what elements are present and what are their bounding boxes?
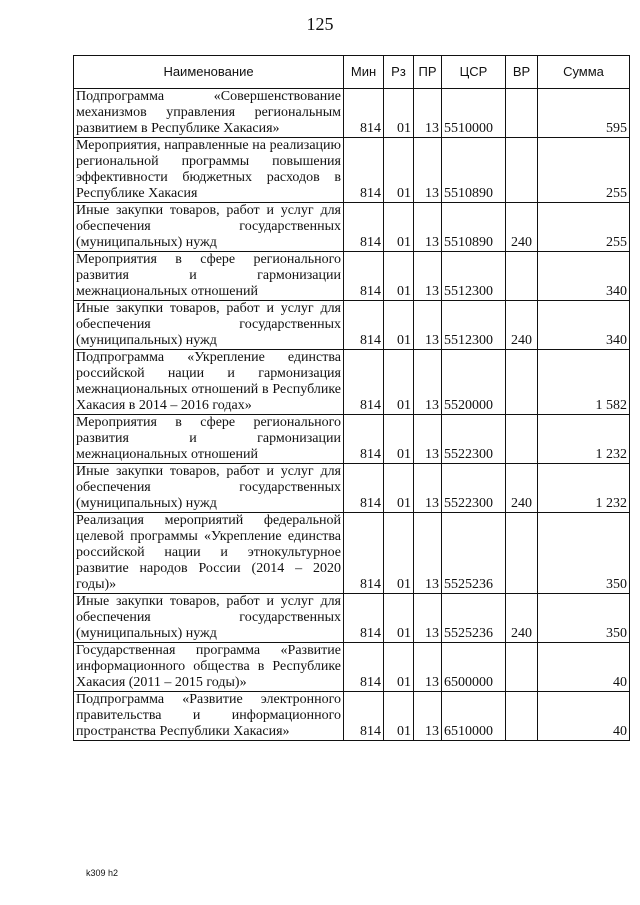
cell-pr: 13 bbox=[414, 301, 442, 350]
cell-pr: 13 bbox=[414, 594, 442, 643]
cell-csr: 5510000 bbox=[442, 89, 506, 138]
table-row bbox=[74, 138, 630, 203]
table-row bbox=[74, 692, 630, 741]
cell-sum: 350 bbox=[538, 513, 630, 594]
table-row bbox=[74, 464, 630, 513]
cell-rz: 01 bbox=[384, 594, 414, 643]
cell-csr: 5512300 bbox=[442, 252, 506, 301]
cell-rz: 01 bbox=[384, 643, 414, 692]
table-row bbox=[74, 203, 630, 252]
header-vr: ВР bbox=[506, 56, 538, 89]
cell-rz: 01 bbox=[384, 89, 414, 138]
header-csr: ЦСР bbox=[442, 56, 506, 89]
table-row bbox=[74, 594, 630, 643]
cell-rz: 01 bbox=[384, 350, 414, 415]
cell-pr: 13 bbox=[414, 89, 442, 138]
cell-pr: 13 bbox=[414, 415, 442, 464]
cell-name: Подпрограмма «Укрепление единства российской нации и гармонизация межнациональных отношений в Республике Хакасия в 2014 – 2016 годах» bbox=[74, 350, 344, 415]
cell-min: 814 bbox=[344, 594, 384, 643]
cell-sum: 595 bbox=[538, 89, 630, 138]
cell-sum: 40 bbox=[538, 692, 630, 741]
cell-min: 814 bbox=[344, 203, 384, 252]
cell-vr bbox=[506, 350, 538, 415]
cell-vr: 240 bbox=[506, 594, 538, 643]
cell-pr: 13 bbox=[414, 203, 442, 252]
table-row bbox=[74, 643, 630, 692]
header-min: Мин bbox=[344, 56, 384, 89]
cell-vr: 240 bbox=[506, 301, 538, 350]
cell-name: Иные закупки товаров, работ и услуг для обеспечения государственных (муниципальных) нужд bbox=[74, 203, 344, 252]
table-header-row bbox=[74, 56, 630, 89]
cell-sum: 340 bbox=[538, 301, 630, 350]
cell-pr: 13 bbox=[414, 692, 442, 741]
cell-min: 814 bbox=[344, 692, 384, 741]
cell-name: Мероприятия, направленные на реализацию региональной программы повышения эффективности бюджетных расходов в Республике Хакасия bbox=[74, 138, 344, 203]
cell-vr: 240 bbox=[506, 203, 538, 252]
cell-vr bbox=[506, 89, 538, 138]
table-row bbox=[74, 513, 630, 594]
cell-min: 814 bbox=[344, 89, 384, 138]
cell-pr: 13 bbox=[414, 513, 442, 594]
table-row bbox=[74, 252, 630, 301]
cell-name: Подпрограмма «Совершенствование механизмов управления региональным развитием в Республике Хакасия» bbox=[74, 89, 344, 138]
cell-name: Иные закупки товаров, работ и услуг для обеспечения государственных (муниципальных) нужд bbox=[74, 301, 344, 350]
cell-rz: 01 bbox=[384, 692, 414, 741]
cell-pr: 13 bbox=[414, 464, 442, 513]
cell-csr: 6500000 bbox=[442, 643, 506, 692]
cell-min: 814 bbox=[344, 643, 384, 692]
cell-rz: 01 bbox=[384, 252, 414, 301]
cell-pr: 13 bbox=[414, 350, 442, 415]
cell-vr bbox=[506, 692, 538, 741]
cell-vr bbox=[506, 415, 538, 464]
cell-csr: 5510890 bbox=[442, 203, 506, 252]
cell-min: 814 bbox=[344, 138, 384, 203]
header-pr: ПР bbox=[414, 56, 442, 89]
cell-pr: 13 bbox=[414, 252, 442, 301]
cell-sum: 1 582 bbox=[538, 350, 630, 415]
cell-name: Подпрограмма «Развитие электронного правительства и информационного пространства Республики Хакасия» bbox=[74, 692, 344, 741]
footer-code: k309 h2 bbox=[86, 868, 119, 878]
cell-sum: 1 232 bbox=[538, 415, 630, 464]
cell-sum: 40 bbox=[538, 643, 630, 692]
cell-name: Мероприятия в сфере регионального развития и гармонизации межнациональных отношений bbox=[74, 252, 344, 301]
cell-sum: 255 bbox=[538, 138, 630, 203]
cell-rz: 01 bbox=[384, 138, 414, 203]
cell-sum: 340 bbox=[538, 252, 630, 301]
cell-sum: 1 232 bbox=[538, 464, 630, 513]
table-row bbox=[74, 89, 630, 138]
cell-vr bbox=[506, 513, 538, 594]
cell-pr: 13 bbox=[414, 643, 442, 692]
cell-csr: 6510000 bbox=[442, 692, 506, 741]
cell-csr: 5525236 bbox=[442, 594, 506, 643]
cell-rz: 01 bbox=[384, 301, 414, 350]
cell-csr: 5525236 bbox=[442, 513, 506, 594]
cell-csr: 5522300 bbox=[442, 415, 506, 464]
header-name: Наименование bbox=[74, 56, 344, 89]
header-sum: Сумма bbox=[538, 56, 630, 89]
cell-csr: 5522300 bbox=[442, 464, 506, 513]
cell-min: 814 bbox=[344, 301, 384, 350]
table-row bbox=[74, 301, 630, 350]
cell-csr: 5520000 bbox=[442, 350, 506, 415]
budget-table bbox=[73, 55, 630, 741]
cell-min: 814 bbox=[344, 415, 384, 464]
cell-sum: 350 bbox=[538, 594, 630, 643]
table-row bbox=[74, 415, 630, 464]
cell-name: Иные закупки товаров, работ и услуг для обеспечения государственных (муниципальных) нужд bbox=[74, 464, 344, 513]
cell-sum: 255 bbox=[538, 203, 630, 252]
cell-csr: 5512300 bbox=[442, 301, 506, 350]
table-row bbox=[74, 350, 630, 415]
cell-pr: 13 bbox=[414, 138, 442, 203]
cell-rz: 01 bbox=[384, 464, 414, 513]
cell-min: 814 bbox=[344, 350, 384, 415]
cell-vr bbox=[506, 138, 538, 203]
header-rz: Рз bbox=[384, 56, 414, 89]
cell-csr: 5510890 bbox=[442, 138, 506, 203]
cell-min: 814 bbox=[344, 513, 384, 594]
cell-vr bbox=[506, 252, 538, 301]
page-number: 125 bbox=[306, 14, 334, 34]
cell-name: Государственная программа «Развитие информационного общества в Республике Хакасия (2011 – 2015 годы)» bbox=[74, 643, 344, 692]
cell-rz: 01 bbox=[384, 415, 414, 464]
cell-name: Иные закупки товаров, работ и услуг для обеспечения государственных (муниципальных) нужд bbox=[74, 594, 344, 643]
cell-vr bbox=[506, 643, 538, 692]
cell-name: Мероприятия в сфере регионального развития и гармонизации межнациональных отношений bbox=[74, 415, 344, 464]
cell-name: Реализация мероприятий федеральной целевой программы «Укрепление единства российской нации и этнокультурное развитие народов России (2014 – 2020 годы)» bbox=[74, 513, 344, 594]
cell-rz: 01 bbox=[384, 203, 414, 252]
cell-rz: 01 bbox=[384, 513, 414, 594]
cell-min: 814 bbox=[344, 252, 384, 301]
cell-vr: 240 bbox=[506, 464, 538, 513]
cell-min: 814 bbox=[344, 464, 384, 513]
